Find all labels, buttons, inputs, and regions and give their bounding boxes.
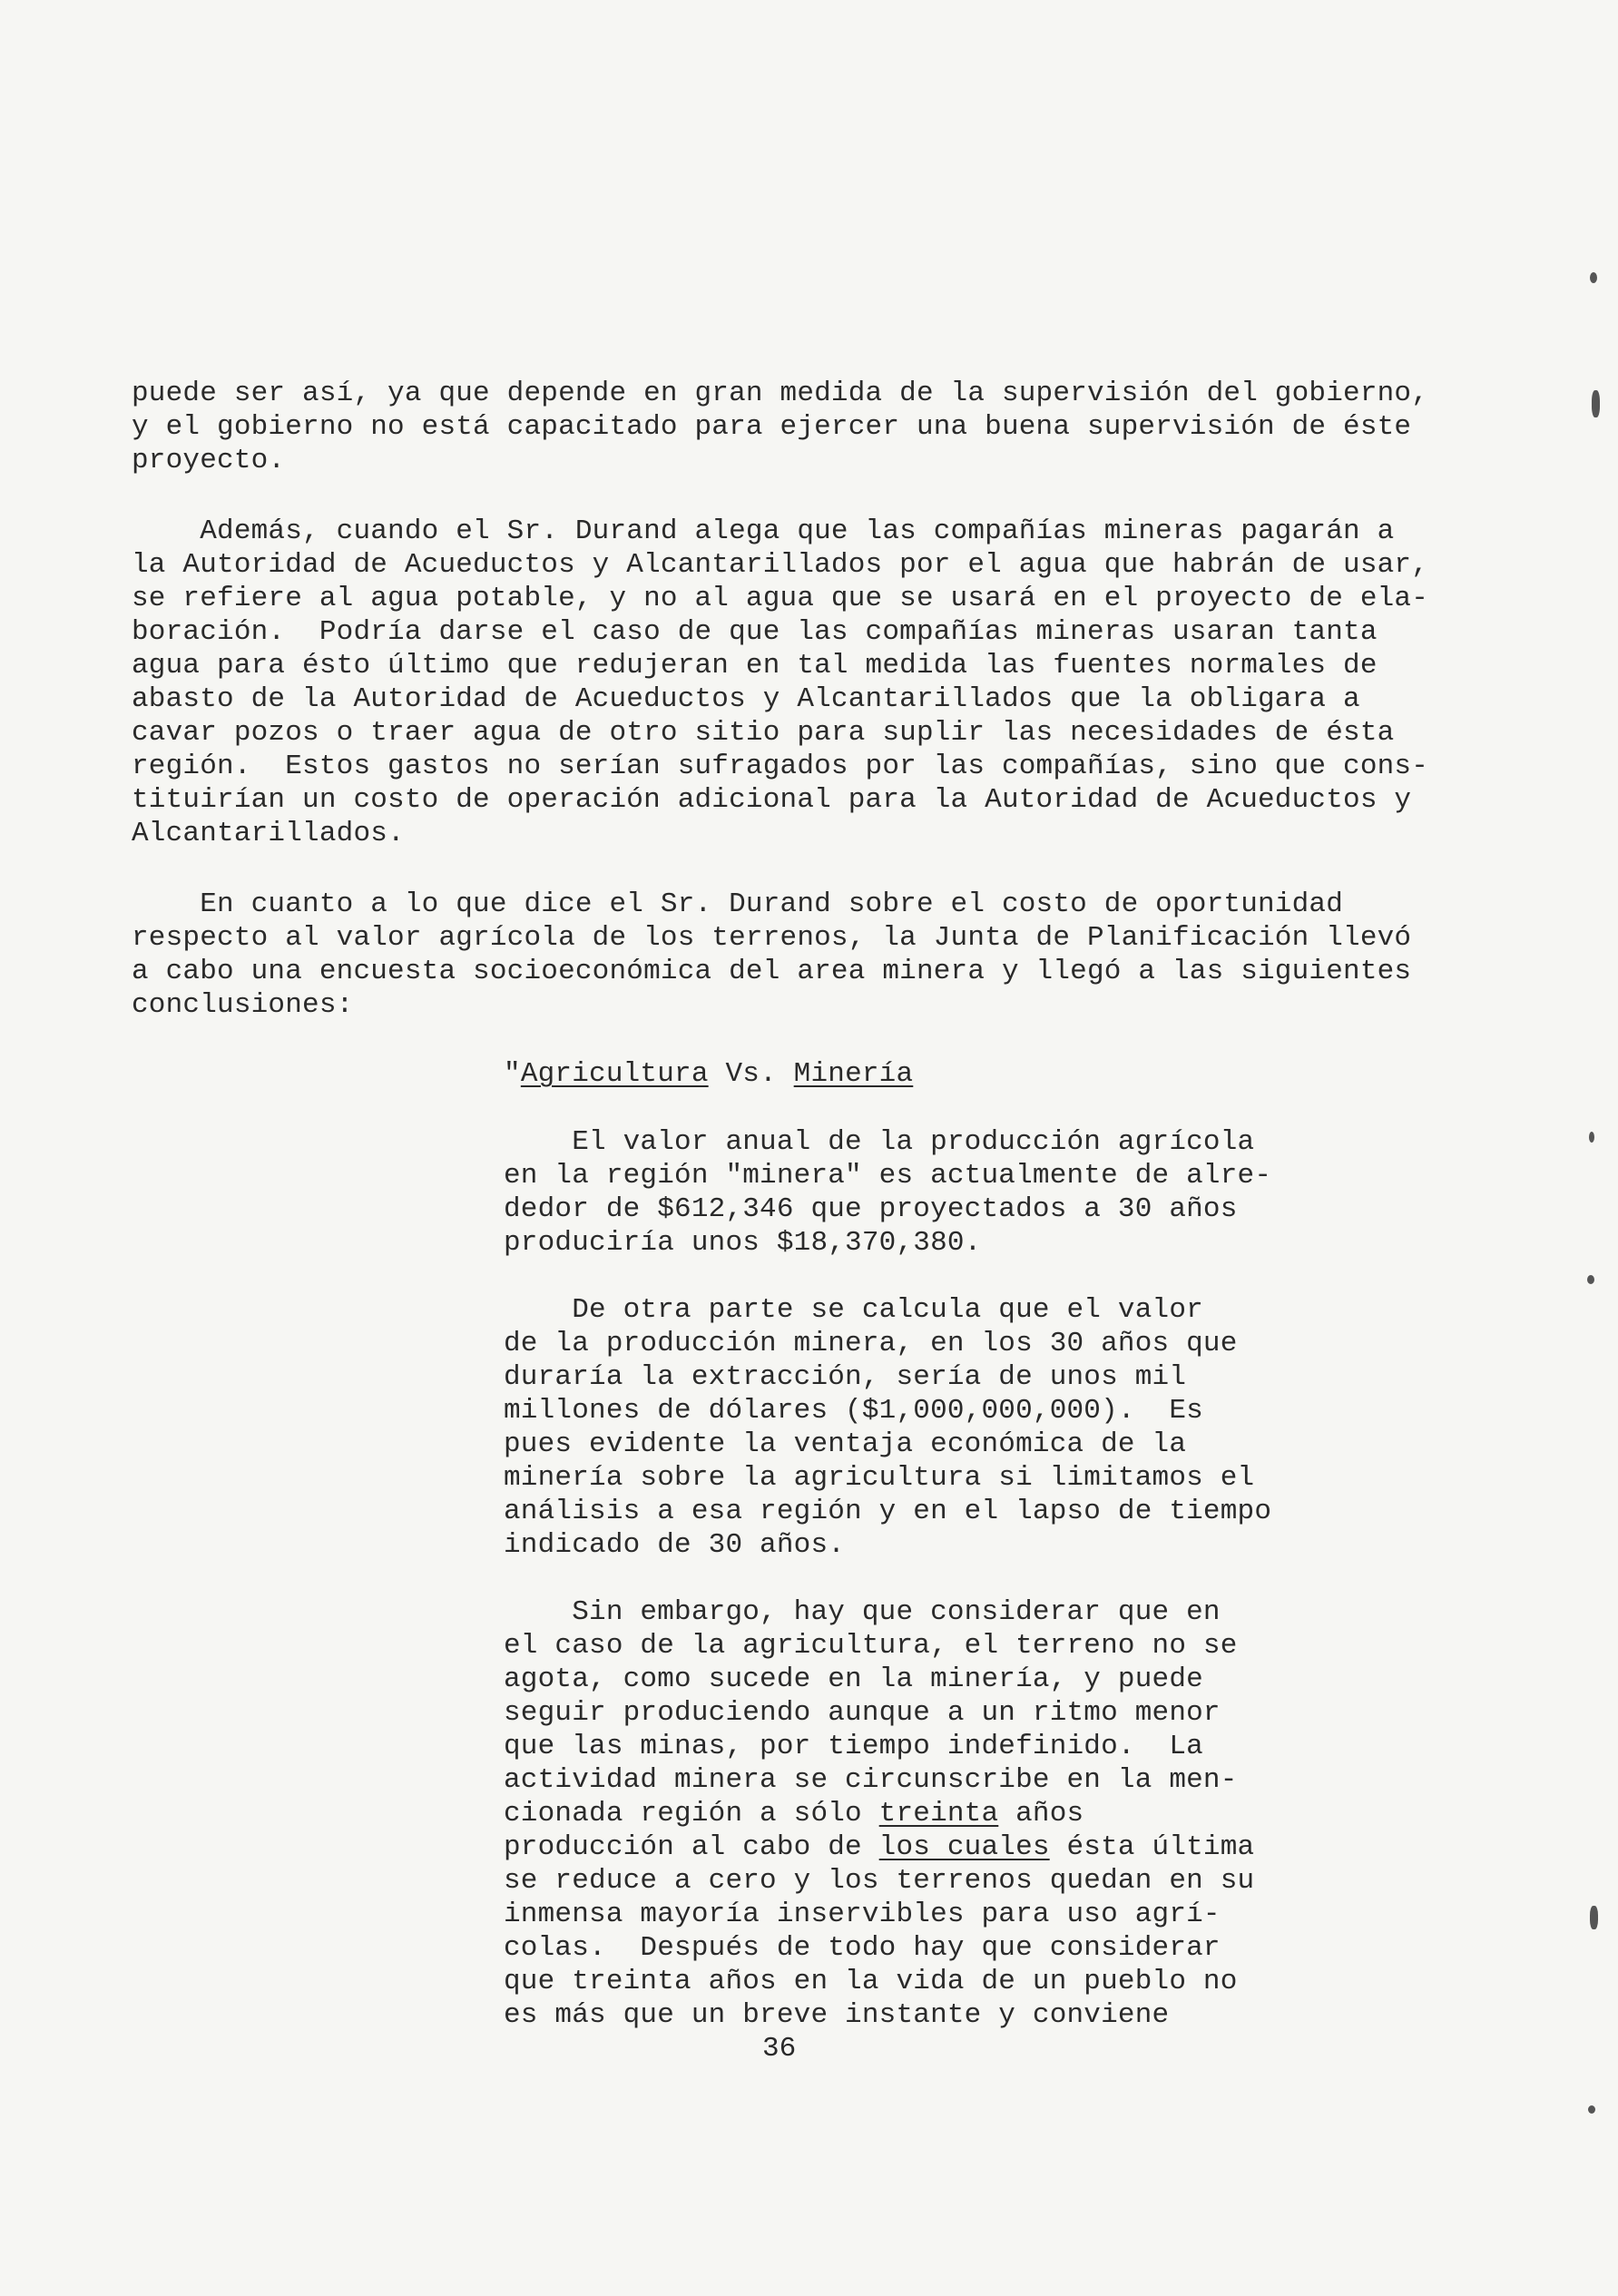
text-line: indicado de 30 años. [504, 1529, 846, 1561]
text-line: produciría unos $18,370,380. [504, 1227, 982, 1259]
scan-speck [1590, 1906, 1598, 1929]
text-line: conclusiones: [132, 989, 354, 1021]
text-line [504, 1830, 1254, 1864]
text-line: análisis a esa región y en el lapso de tiempo [504, 1496, 1272, 1527]
text-line: El valor anual de la producción agrícola [504, 1126, 1255, 1158]
text-line: y el gobierno no está capacitado para ejercer una buena supervisión de éste [132, 411, 1412, 443]
text-line: inmensa mayoría inservibles para uso agrí- [504, 1899, 1221, 1930]
text-line: Además, cuando el Sr. Durand alega que las compañías mineras pagarán a [132, 515, 1395, 547]
text-line: se refiere al agua potable, y no al agua que se usará en el proyecto de ela- [132, 583, 1429, 614]
text-line: respecto al valor agrícola de los terrenos, la Junta de Planificación llevó [132, 922, 1412, 954]
text-line [504, 1797, 1084, 1830]
text-line: En cuanto a lo que dice el Sr. Durand sobre el costo de oportunidad [132, 888, 1344, 920]
underlined-treinta: treinta [878, 1798, 999, 1830]
text-line: se reduce a cero y los terrenos quedan en su [504, 1865, 1255, 1897]
scan-speck [1588, 2105, 1595, 2114]
text-line: tituirían un costo de operación adicional para la Autoridad de Acueductos y [132, 784, 1412, 816]
text-line: el caso de la agricultura, el terreno no se [504, 1630, 1238, 1662]
text-line: dedor de $612,346 que proyectados a 30 años [504, 1193, 1238, 1225]
open-quote: " [504, 1058, 521, 1090]
text-line: agota, como sucede en la minería, y puede [504, 1663, 1203, 1695]
text-line: región. Estos gastos no serían sufragados por las compañías, sino que cons- [132, 751, 1429, 782]
text-line: pues evidente la ventaja económica de la [504, 1428, 1187, 1460]
text-line: Sin embargo, hay que considerar que en [504, 1596, 1221, 1628]
text-line: es más que un breve instante y conviene [504, 1999, 1170, 2031]
text-segment: años [998, 1798, 1084, 1830]
text-line: Alcantarillados. [132, 818, 405, 849]
text-line: colas. Después de todo hay que considerar [504, 1932, 1221, 1964]
text-line: seguir produciendo aunque a un ritmo menor [504, 1697, 1221, 1729]
text-line: cavar pozos o traer agua de otro sitio para suplir las necesidades de ésta [132, 717, 1395, 749]
scan-speck [1592, 390, 1600, 417]
text-segment: producción al cabo de [504, 1831, 879, 1863]
text-line: en la región "minera" es actualmente de alre- [504, 1160, 1272, 1192]
text-line: agua para ésto último que redujeran en tal medida las fuentes normales de [132, 650, 1378, 682]
scan-speck [1589, 1132, 1594, 1143]
text-line: minería sobre la agricultura si limitamos el [504, 1462, 1255, 1494]
text-line: la Autoridad de Acueductos y Alcantarillados por el agua que habrán de usar, [132, 549, 1429, 581]
text-line: proyecto. [132, 445, 286, 476]
text-line: de la producción minera, en los 30 años que [504, 1328, 1238, 1359]
text-line: boración. Podría darse el caso de que las compañías mineras usaran tanta [132, 616, 1378, 648]
text-line: a cabo una encuesta socioeconómica del area minera y llegó a las siguientes [132, 956, 1412, 987]
text-line: actividad minera se circunscribe en la men- [504, 1764, 1238, 1796]
quote-title-vs: Vs. [708, 1058, 794, 1090]
quote-title-mineria: Minería [793, 1058, 914, 1090]
underlined-los-cuales: los cuales [878, 1831, 1050, 1863]
quote-title [504, 1057, 913, 1091]
text-line: que treinta años en la vida de un pueblo no [504, 1966, 1238, 1997]
text-line: duraría la extracción, sería de unos mil [504, 1361, 1187, 1393]
text-segment: cionada región a sólo [504, 1798, 879, 1830]
text-line: abasto de la Autoridad de Acueductos y Alcantarillados que la obligara a [132, 683, 1360, 715]
text-line: que las minas, por tiempo indefinido. La [504, 1731, 1203, 1762]
scan-speck [1590, 272, 1597, 283]
scan-speck [1587, 1275, 1594, 1284]
text-segment: ésta última [1049, 1831, 1255, 1863]
text-line: millones de dólares ($1,000,000,000). Es [504, 1395, 1203, 1427]
quote-title-agricultura: Agricultura [520, 1058, 709, 1090]
text-line: De otra parte se calcula que el valor [504, 1294, 1203, 1326]
page-number: 36 [762, 2033, 797, 2065]
text-line: puede ser así, ya que depende en gran medida de la supervisión del gobierno, [132, 378, 1429, 409]
